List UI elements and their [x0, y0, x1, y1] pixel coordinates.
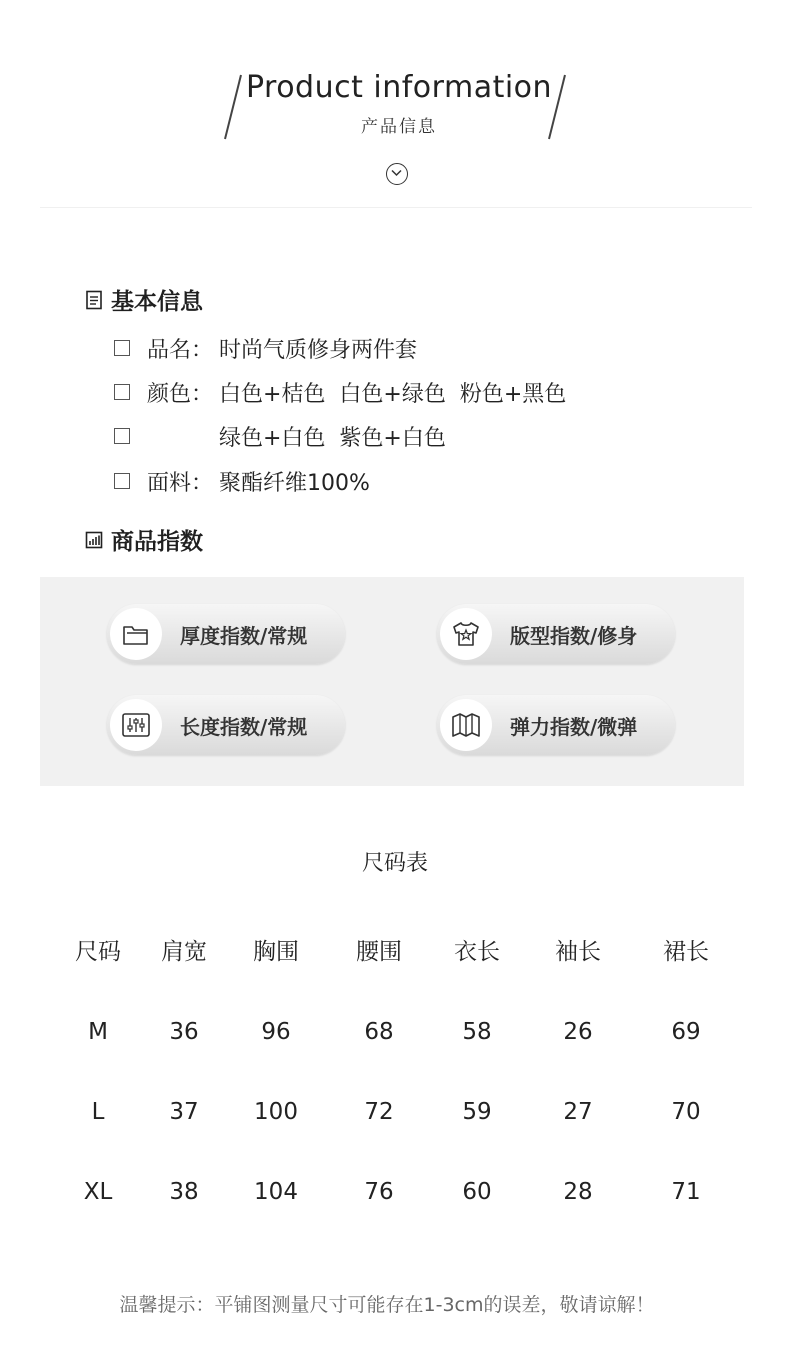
table-cell: 68	[364, 1019, 394, 1045]
length-index-label: 长度指数/常规	[180, 714, 308, 739]
info-row-name	[114, 330, 417, 366]
table-cell: 27	[563, 1099, 593, 1125]
table-cell: L	[91, 1099, 105, 1125]
table-row	[40, 1082, 752, 1142]
header-cell: 裙长	[663, 939, 709, 965]
bar-chart-icon	[85, 530, 103, 550]
size-chart-title: 尺码表	[361, 851, 428, 876]
table-row	[40, 1162, 752, 1222]
thickness-index-label: 厚度指数/常规	[180, 623, 308, 648]
table-cell: 26	[563, 1019, 593, 1045]
fit-index-label: 版型指数/修身	[510, 623, 638, 648]
basic-info-heading	[85, 283, 203, 316]
info-row-color-continued	[114, 418, 446, 454]
header-cell: 袖长	[555, 939, 601, 965]
header-cell: 胸围	[253, 939, 299, 965]
table-cell: XL	[83, 1179, 113, 1205]
length-index-pill	[107, 695, 345, 755]
checkbox	[114, 384, 130, 400]
header-cell: 衣长	[454, 939, 500, 965]
header-cell: 肩宽	[161, 939, 207, 965]
chevron-down-icon	[386, 163, 408, 185]
info-value: 聚酯纤维100%	[219, 470, 370, 496]
table-cell: 28	[563, 1179, 593, 1205]
info-row-color	[114, 374, 566, 410]
info-label: 面料：	[147, 470, 214, 496]
info-value: 白色+桔色 白色+绿色 粉色+黑色	[219, 381, 567, 407]
table-cell: M	[88, 1019, 108, 1045]
table-cell: 72	[364, 1099, 394, 1125]
table-cell: 59	[462, 1099, 492, 1125]
header-cell: 尺码	[75, 939, 121, 965]
sliders-icon	[110, 699, 162, 751]
product-index-heading	[85, 523, 203, 556]
info-value: 绿色+白色 紫色+白色	[219, 425, 446, 451]
checkbox	[114, 428, 130, 444]
info-value: 时尚气质修身两件套	[219, 337, 418, 363]
table-cell: 38	[169, 1179, 199, 1205]
info-row-fabric	[114, 463, 370, 499]
elasticity-index-label: 弹力指数/微弹	[510, 714, 638, 739]
table-cell: 100	[254, 1099, 298, 1125]
table-row	[40, 1002, 752, 1062]
table-cell: 71	[671, 1179, 701, 1205]
header-cell: 腰围	[356, 939, 402, 965]
info-label: 颜色：	[147, 381, 214, 407]
map-icon	[440, 699, 492, 751]
elasticity-index-pill	[437, 695, 675, 755]
checkbox	[114, 473, 130, 489]
product-index-panel	[40, 577, 744, 786]
section-title-chinese: 产品信息	[361, 117, 437, 137]
table-cell: 37	[169, 1099, 199, 1125]
thickness-index-pill	[107, 604, 345, 664]
basic-info-title: 基本信息	[111, 289, 203, 315]
info-label: 品名：	[147, 337, 214, 363]
table-cell: 104	[254, 1179, 298, 1205]
folder-icon	[110, 608, 162, 660]
table-cell: 70	[671, 1099, 701, 1125]
measurement-note: 温馨提示：平铺图测量尺寸可能存在1-3cm的误差，敬请谅解！	[119, 1294, 655, 1316]
product-index-title: 商品指数	[111, 529, 203, 555]
table-cell: 58	[462, 1019, 492, 1045]
product-information-header	[0, 0, 790, 210]
tshirt-icon	[440, 608, 492, 660]
header-divider	[40, 207, 752, 208]
size-chart-header-row	[40, 922, 752, 982]
checkbox	[114, 340, 130, 356]
table-cell: 96	[261, 1019, 291, 1045]
table-cell: 36	[169, 1019, 199, 1045]
table-cell: 76	[364, 1179, 394, 1205]
table-cell: 60	[462, 1179, 492, 1205]
fit-index-pill	[437, 604, 675, 664]
document-icon	[85, 290, 103, 310]
section-title-english: Product information	[245, 70, 553, 105]
table-cell: 69	[671, 1019, 701, 1045]
